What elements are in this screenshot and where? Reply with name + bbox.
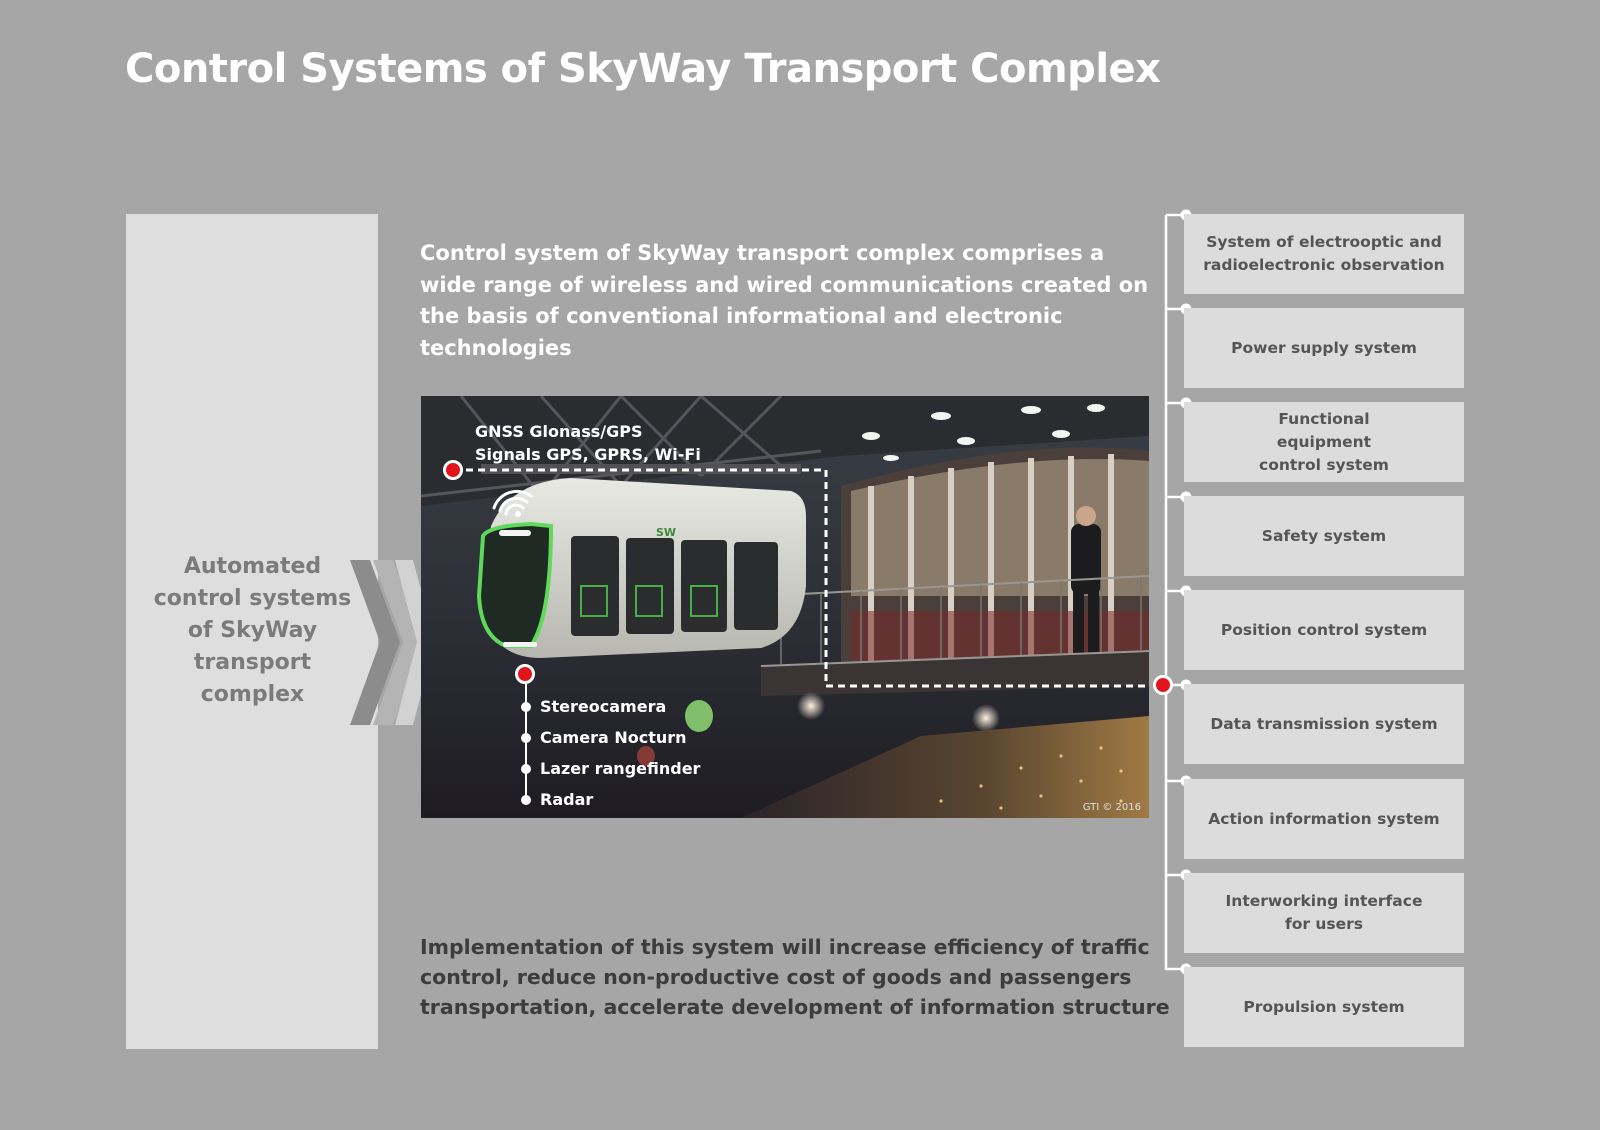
system-propulsion: Propulsion system (1184, 967, 1464, 1047)
system-electrooptic-observation: System of electrooptic and radioelectronic observation (1184, 214, 1464, 294)
vehicle-badge: SW (656, 526, 677, 539)
sensor-radar: Radar (540, 790, 594, 809)
sensor-camera-nocturn: Camera Nocturn (540, 728, 687, 747)
system-action-information: Action information system (1184, 779, 1464, 859)
intro-text: Control system of SkyWay transport complex comprises a wide range of wireless and wired communications created on the basis of conventional informational and electronic technologies (420, 241, 1149, 360)
data-link-marker (1153, 675, 1173, 695)
system-functional-equipment-control: Functional equipment control system (1184, 402, 1464, 482)
system-data-transmission: Data transmission system (1184, 684, 1464, 764)
gnss-label: GNSS Glonass/GPS (475, 422, 643, 441)
system-position-control: Position control system (1184, 590, 1464, 670)
system-interworking-interface: Interworking interface for users (1184, 873, 1464, 953)
photo-credit: GTI © 2016 (1082, 802, 1141, 813)
sensor-lazer-rangefinder: Lazer rangefinder (540, 759, 701, 778)
conclusion-text: Implementation of this system will increase efficiency of traffic control, reduce non-productive cost of goods and passengers transportation, accelerate development of information structure (420, 935, 1170, 1019)
left-panel-label: Automated control systems of SkyWay transport complex (153, 554, 352, 707)
gnss-marker (443, 460, 463, 480)
sensor-stereocamera: Stereocamera (540, 697, 667, 716)
system-power-supply: Power supply system (1184, 308, 1464, 388)
vehicle-photo (421, 396, 1149, 818)
page-title: Control Systems of SkyWay Transport Complex (125, 46, 1161, 92)
system-safety: Safety system (1184, 496, 1464, 576)
sensor-marker (515, 664, 535, 684)
signals-label: Signals GPS, GPRS, Wi-Fi (475, 445, 701, 464)
